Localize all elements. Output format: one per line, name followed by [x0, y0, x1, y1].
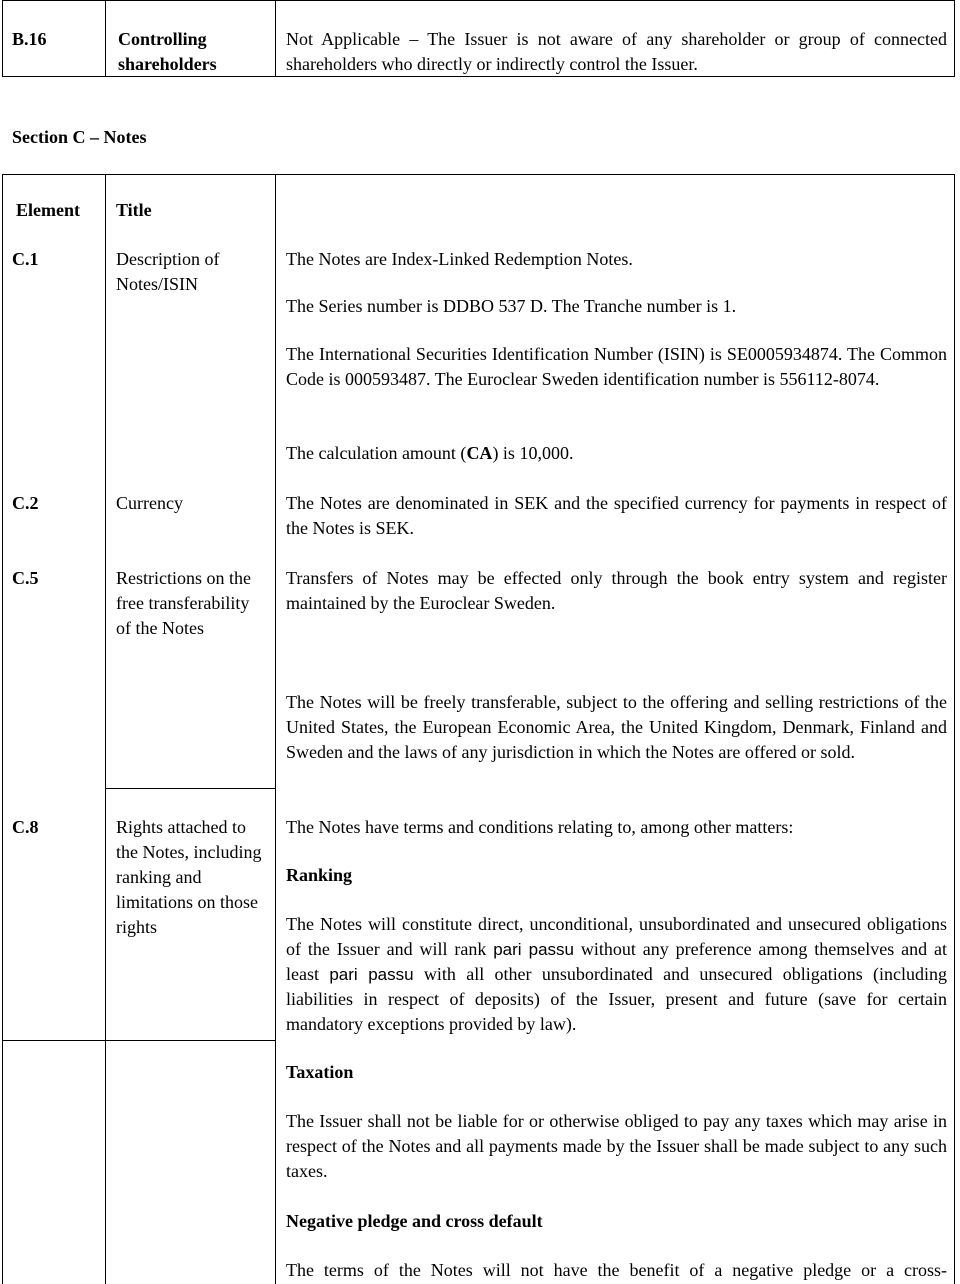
pari-passu-1: pari passu: [493, 940, 575, 959]
header-title: Title: [116, 200, 152, 220]
ranking-text-a: The Notes will constitute direct, unconditional, unsubordinated and unsecured obligations of the Issuer and will rank: [286, 914, 947, 959]
taxation-heading: Taxation: [286, 1062, 354, 1082]
main-border-left: [2, 174, 3, 1284]
negative-pledge-heading: Negative pledge and cross default: [286, 1211, 543, 1231]
main-border-right: [954, 174, 955, 1284]
element-col-rule-1: [2, 1040, 105, 1041]
c2-text: The Notes are denominated in SEK and the specified currency for payments in respect of the Notes is SEK.: [286, 493, 947, 538]
b16-border-left: [2, 0, 3, 77]
b16-element: B.16: [12, 29, 47, 49]
title-col-rule-1: [105, 788, 275, 789]
c8-intro: The Notes have terms and conditions relating to, among other matters:: [286, 817, 794, 837]
c1-p4-bold: CA: [466, 443, 493, 463]
c1-p3: The International Securities Identification Number (ISIN) is SE0005934874. The Common Code is 000593487. The Euroclear Sweden identification number is 556112-8074.: [286, 344, 947, 389]
b16-title: Controlling shareholders: [118, 29, 217, 74]
c8-element: C.8: [12, 817, 39, 837]
b16-border-top: [2, 0, 954, 1]
b16-divider-1: [105, 0, 106, 77]
pari-passu-2: pari passu: [329, 965, 414, 984]
c5-element: C.5: [12, 568, 39, 588]
c1-p2: The Series number is DDBO 537 D. The Tranche number is 1.: [286, 296, 737, 316]
b16-border-right: [954, 0, 955, 77]
ranking-text-b: without any preference among themselves and at least: [286, 939, 948, 984]
c8-title: Rights attached to the Notes, including ranking and limitations on those rights: [116, 817, 262, 937]
c5-title: Restrictions on the free transferability of the Notes: [116, 568, 251, 638]
b16-text: Not Applicable – The Issuer is not aware of any shareholder or group of connected shareholders who directly or indirectly control the Issuer.: [286, 29, 947, 74]
b16-divider-2: [275, 0, 276, 77]
c2-element: C.2: [12, 493, 39, 513]
c1-p4-after: ) is 10,000.: [492, 443, 574, 463]
c2-title: Currency: [116, 493, 183, 513]
c1-p4: [286, 441, 947, 466]
negative-pledge-text: The terms of the Notes will not have the benefit of a negative pledge or a cross-: [286, 1260, 947, 1280]
title-col-rule-2: [105, 1040, 275, 1041]
c1-p4-before: The calculation amount (: [286, 443, 467, 463]
ranking-heading: Ranking: [286, 865, 353, 885]
main-divider-2: [275, 174, 276, 1284]
c5-p2: The Notes will be freely transferable, subject to the offering and selling restrictions of the United States, the European Economic Area, the United Kingdom, Denmark, Finland and Sweden and the laws of any jurisdiction in which the Notes are offered or sold.: [286, 692, 947, 762]
header-element: Element: [16, 200, 80, 220]
main-border-top: [2, 174, 954, 175]
taxation-text: The Issuer shall not be liable for or otherwise obliged to pay any taxes which may arise in respect of the Notes and all payments made by the Issuer shall be made subject to any such taxes.: [286, 1111, 947, 1181]
ranking-text: [286, 912, 947, 1037]
c1-title: Description of Notes/ISIN: [116, 249, 220, 294]
ranking-text-c: with all other unsubordinated and unsecured obligations (including liabilities in respect of deposits) of the Issuer, present and future (save for certain mandatory exceptions provided by law).: [286, 964, 948, 1034]
c1-p1: The Notes are Index-Linked Redemption Notes.: [286, 249, 633, 269]
main-divider-1: [105, 174, 106, 1284]
c5-p1: Transfers of Notes may be effected only through the book entry system and register maintained by the Euroclear Sweden.: [286, 568, 947, 613]
section-title: Section C – Notes: [12, 127, 147, 147]
c1-element: C.1: [12, 249, 39, 269]
